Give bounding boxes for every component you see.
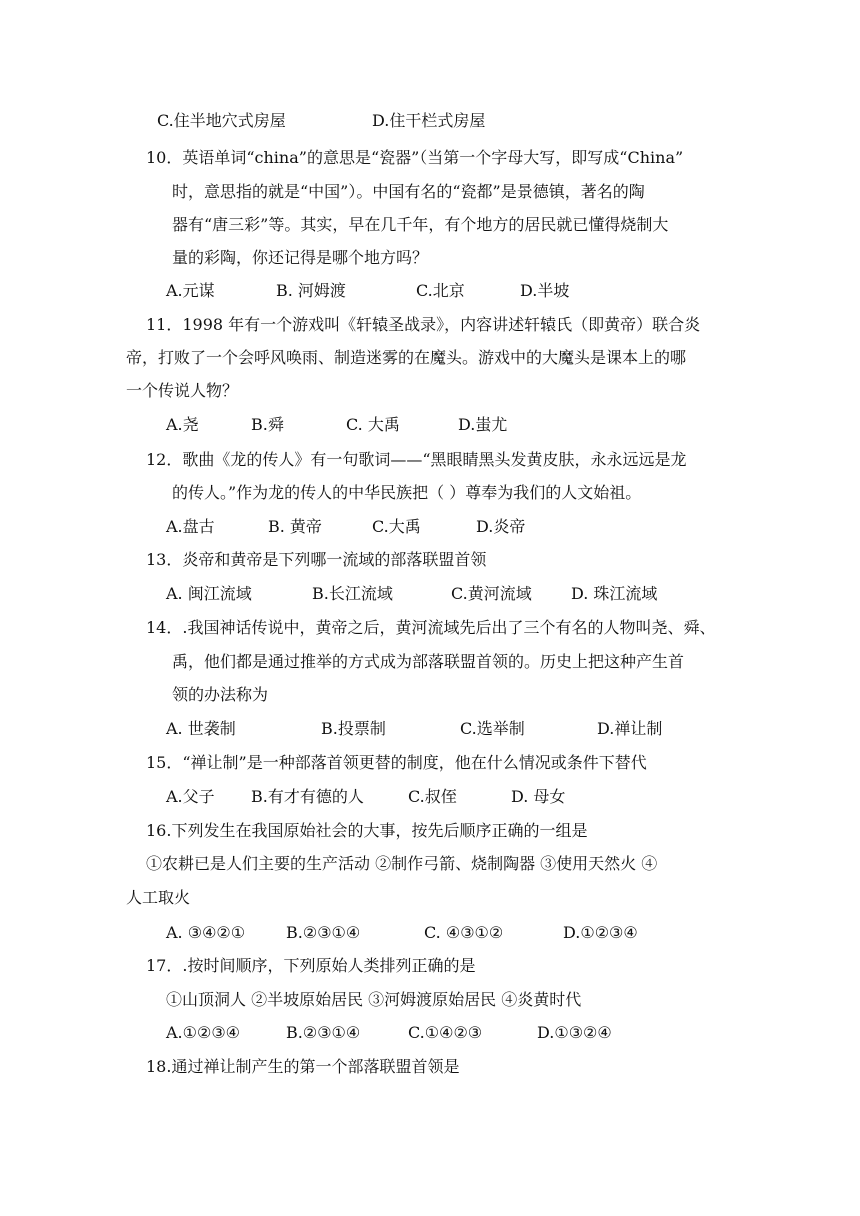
q14-line-1: 14．.我国神话传说中，黄帝之后，黄河流域先后出了三个有名的人物叫尧、舜、 <box>146 618 716 637</box>
q17-line-2: ①山顶洞人 ②半坡原始居民 ③河姆渡原始居民 ④炎黄时代 <box>166 990 582 1009</box>
q16-line-2: ①农耕已是人们主要的生产活动 ②制作弓箭、烧制陶器 ③使用天然火 ④ <box>146 854 658 873</box>
q13-option-d: D. 珠江流域 <box>571 584 658 603</box>
q14-line-2: 禹，他们都是通过推举的方式成为部落联盟首领的。历史上把这种产生首 <box>172 652 685 671</box>
q10-option-b: B. 河姆渡 <box>276 281 346 300</box>
q10-line-1: 10．英语单词“china”的意思是“瓷器”（当第一个字母大写，即写成“China” <box>146 148 684 167</box>
q17-option-d: D.①③②④ <box>537 1023 612 1042</box>
q9-option-d: D.住干栏式房屋 <box>372 111 486 130</box>
q12-option-c: C.大禹 <box>372 517 421 536</box>
q17-option-b: B.②③①④ <box>286 1023 361 1042</box>
q11-option-d: D.蚩尤 <box>458 415 508 434</box>
q15-option-a: A.父子 <box>166 787 215 806</box>
q13-option-a: A. 闽江流域 <box>166 584 252 603</box>
q16-option-a: A. ③④②① <box>166 923 246 942</box>
q12-option-b: B. 黄帝 <box>268 517 322 536</box>
q15-option-c: C.叔侄 <box>408 787 457 806</box>
q15-option-d: D. 母女 <box>511 787 566 806</box>
q16-line-3: 人工取火 <box>126 888 191 907</box>
q11-option-b: B.舜 <box>251 415 284 434</box>
q10-option-d: D.半坡 <box>520 281 570 300</box>
q17-line-1: 17．.按时间顺序，下列原始人类排列正确的是 <box>146 956 476 975</box>
q14-option-b: B.投票制 <box>321 719 386 738</box>
q17-option-c: C.①④②③ <box>408 1023 483 1042</box>
q9-option-c: C.住半地穴式房屋 <box>157 111 286 130</box>
q18-line-1: 18.通过禅让制产生的第一个部落联盟首领是 <box>146 1057 460 1076</box>
q10-line-3: 器有“唐三彩”等。其实，早在几千年，有个地方的居民就已懂得烧制大 <box>172 215 669 234</box>
q10-option-c: C.北京 <box>416 281 465 300</box>
q13-option-b: B.长江流域 <box>312 584 393 603</box>
q15-option-b: B.有才有德的人 <box>251 787 364 806</box>
q13-option-c: C.黄河流域 <box>451 584 532 603</box>
q14-line-3: 领的办法称为 <box>172 685 269 704</box>
q12-option-a: A.盘古 <box>166 517 215 536</box>
q15-line-1: 15．“禅让制”是一种部落首领更替的制度，他在什么情况或条件下替代 <box>146 753 647 772</box>
q14-option-a: A. 世袭制 <box>166 719 236 738</box>
q13-line-1: 13．炎帝和黄帝是下列哪一流域的部落联盟首领 <box>146 550 487 569</box>
q16-option-b: B.②③①④ <box>286 923 361 942</box>
q11-option-c: C. 大禹 <box>346 415 400 434</box>
q11-line-1: 11．1998 年有一个游戏叫《轩辕圣战录》，内容讲述轩辕氏（即黄帝）联合炎 <box>146 315 701 334</box>
q16-option-c: C. ④③①② <box>424 923 504 942</box>
q16-option-d: D.①②③④ <box>563 923 638 942</box>
q12-line-1: 12．歌曲《龙的传人》有一句歌词——“黑眼睛黑头发黄皮肤，永永远远是龙 <box>146 450 687 469</box>
q17-option-a: A.①②③④ <box>166 1023 241 1042</box>
q10-option-a: A.元谋 <box>166 281 215 300</box>
q11-option-a: A.尧 <box>166 415 199 434</box>
q11-line-2: 帝，打败了一个会呼风唤雨、制造迷雾的在魔头。游戏中的大魔头是课本上的哪 <box>126 348 687 367</box>
q12-option-d: D.炎帝 <box>476 517 526 536</box>
q10-line-2: 时，意思指的就是“中国”）。中国有名的“瓷都”是景德镇，著名的陶 <box>172 182 645 201</box>
q11-line-3: 一个传说人物？ <box>126 381 239 400</box>
q14-option-c: C.选举制 <box>460 719 525 738</box>
q12-line-2: 的传人。”作为龙的传人的中华民族把（ ）尊奉为我们的人文始祖。 <box>172 483 642 502</box>
q10-line-4: 量的彩陶，你还记得是哪个地方吗？ <box>172 248 429 267</box>
q14-option-d: D.禅让制 <box>597 719 663 738</box>
q16-line-1: 16.下列发生在我国原始社会的大事，按先后顺序正确的一组是 <box>146 821 588 840</box>
